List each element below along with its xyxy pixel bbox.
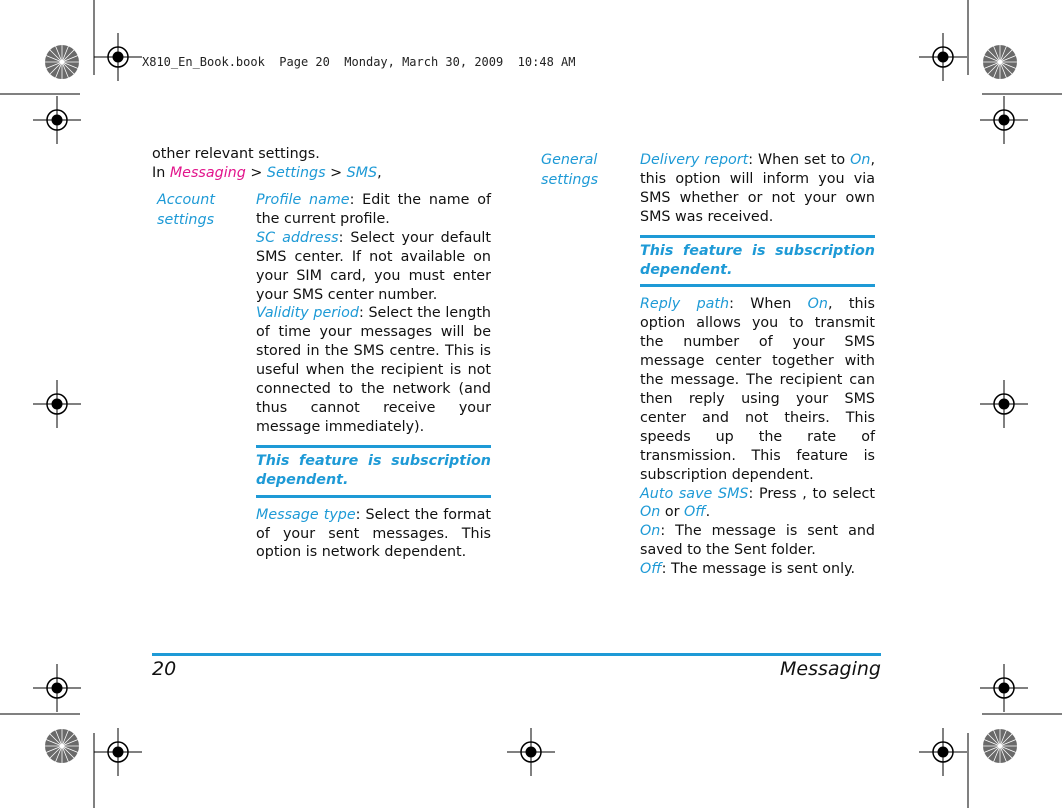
path-messaging: Messaging <box>169 164 246 181</box>
intro-line: other relevant settings. <box>152 146 320 162</box>
general-settings-label: General settings <box>541 152 599 188</box>
subscription-note: This feature is subscription dependent. <box>640 235 875 288</box>
path-sms: SMS <box>346 164 378 181</box>
account-settings-content <box>256 191 491 562</box>
general-settings-content <box>640 151 875 579</box>
account-settings-label: Account settings <box>157 192 215 228</box>
profile-name-entry: Profile name: Edit the name of the current profile. <box>256 192 491 227</box>
path-settings: Settings <box>266 164 326 181</box>
auto-save-entry: Auto save SMS: Press , to select On or Off. <box>640 485 875 521</box>
footer-rule <box>152 653 881 656</box>
validity-period-entry: Validity period: Select the length of time your messages will be stored in the SMS centre. This is useful when the recipient is not connected to the network (and thus cannot receive your message immediately). <box>256 305 491 435</box>
page-number: 20 <box>152 658 177 680</box>
section-title: Messaging <box>780 658 881 680</box>
message-type-entry: Message type: Select the format of your sent messages. This option is network dependent. <box>256 506 491 561</box>
menu-path: In Messaging > Settings > SMS, <box>152 164 382 181</box>
book-file-info: X810_En_Book.book Page 20 Monday, March 30, 2009 10:48 AM <box>142 55 576 69</box>
off-option-entry: Off: The message is sent only. <box>640 561 856 578</box>
intro-text <box>152 145 512 183</box>
on-option-entry: On: The message is sent and saved to the Sent folder. <box>640 523 875 559</box>
subscription-note: This feature is subscription dependent. <box>256 445 491 498</box>
reply-path-entry: Reply path: When On, this option allows you to transmit the number of your SMS message center together with the message. The recipient can then reply using your SMS center and not theirs. This speeds up the rate of transmission. This feature is subscription dependent. <box>640 296 875 483</box>
sc-address-entry: SC address: Select your default SMS center. If not available on your SIM card, you must enter your SMS center number. <box>256 229 491 303</box>
delivery-report-entry: Delivery report: When set to On, this option will inform you via SMS whether or not your own SMS was received. <box>640 152 875 225</box>
